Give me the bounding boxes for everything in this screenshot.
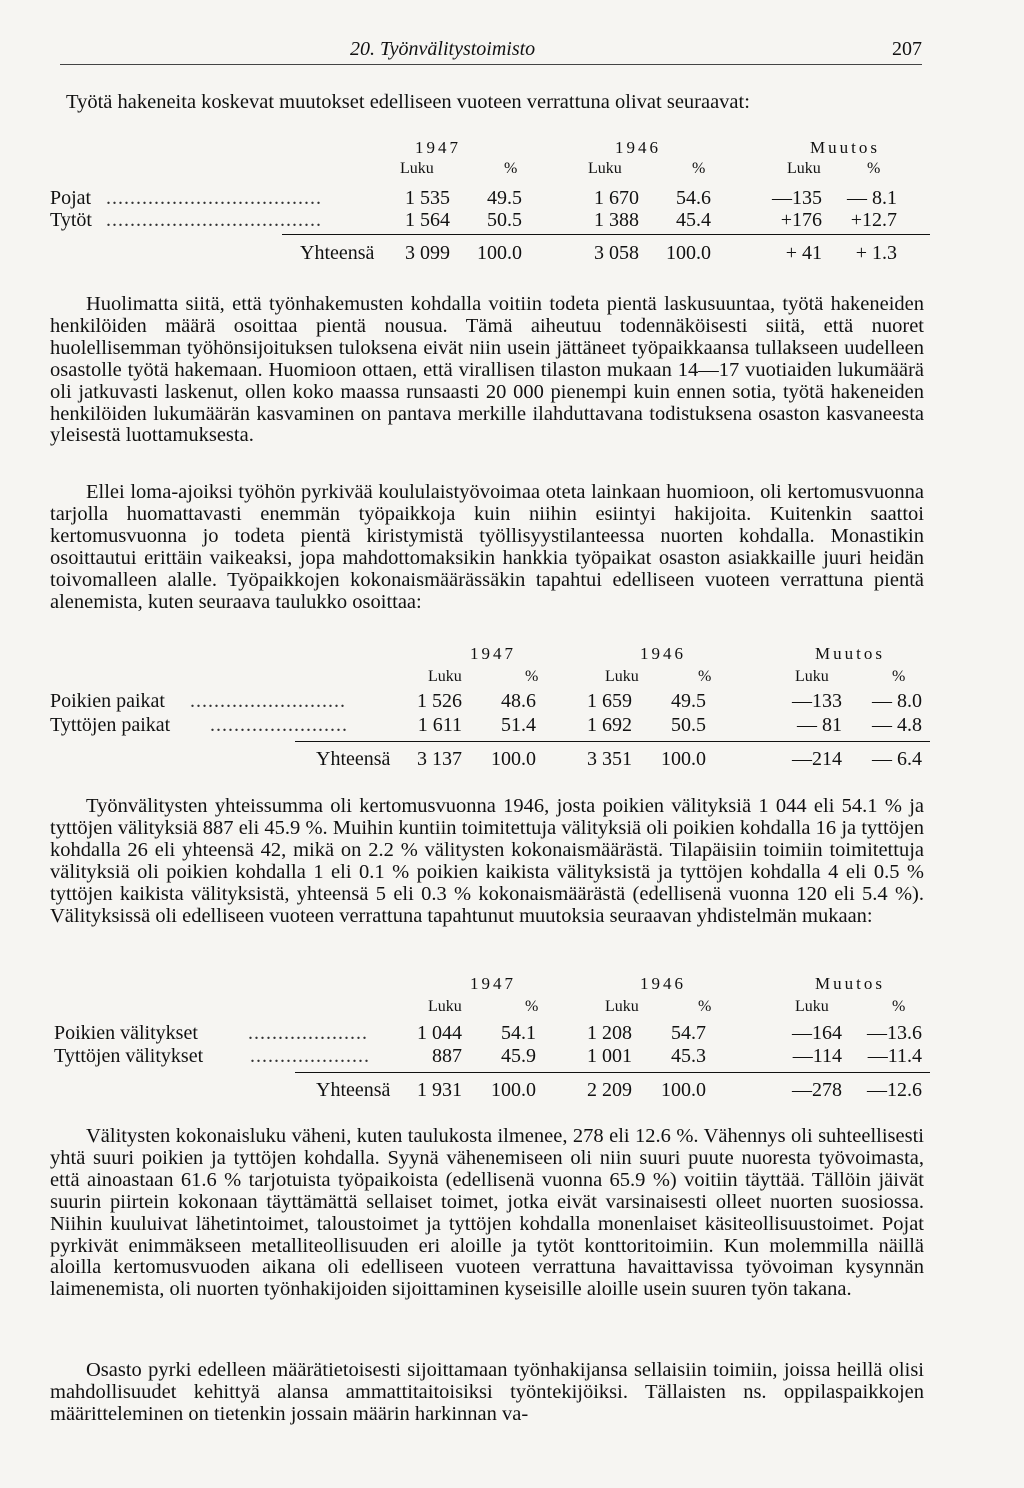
cell: —214 [792,748,842,770]
cell: — 6.4 [872,748,922,770]
table-row [50,714,930,738]
total-label: Yhteensä [316,748,391,770]
cell: — 4.8 [872,714,922,736]
subhead-count-1946: Luku [588,160,622,177]
subhead-pct-1946: % [692,160,706,177]
subhead-count-1946: Luku [605,668,639,685]
cell: +12.7 [850,209,897,231]
cell: —133 [792,690,842,712]
year-1947: 1947 [470,644,516,663]
cell: 51.4 [501,714,536,736]
cell: 1 611 [417,714,462,736]
year-header-row [50,644,930,668]
subhead-count-change: Luku [795,998,829,1015]
leader-dots: .................................... [106,209,322,231]
leader-dots: .................... [248,1022,368,1044]
cell: 1 931 [417,1079,462,1101]
cell: 100.0 [491,1079,536,1101]
cell: + 1.3 [855,242,897,264]
header-rule [60,64,922,65]
subhead-count-1947: Luku [400,160,434,177]
cell: +176 [780,209,822,231]
subhead-count-1947: Luku [428,998,462,1015]
total-row [50,242,930,266]
subhead-count-change: Luku [795,668,829,685]
cell: 50.5 [671,714,706,736]
cell: 100.0 [666,242,711,264]
cell: —12.6 [867,1079,922,1101]
jobs-table [50,644,930,774]
cell: 100.0 [661,1079,706,1101]
paragraph-5: Osasto pyrki edelleen määrätietoisesti sijoittamaan työnhakijansa sellaisiin toimiin, joissa heillä olisi mahdollisuudet kehittyä alansa ammattitaitoisiksi työntekijöiksi. Tällaisten ns. oppilaspaikkojen määritteleminen on tietenkin jossain määrin harkinnan va- [50,1359,924,1425]
cell: 3 137 [417,748,462,770]
cell: 100.0 [477,242,522,264]
year-header-row [50,138,930,162]
cell: 3 351 [587,748,632,770]
cell: —164 [792,1022,842,1044]
placements-table [50,974,930,1110]
year-1946: 1946 [640,644,686,663]
cell: — 8.0 [872,690,922,712]
total-label: Yhteensä [300,242,375,264]
cell: 1 208 [587,1022,632,1044]
cell: 45.4 [676,209,711,231]
subhead-pct-1947: % [504,160,518,177]
row-label: Tyttöjen välitykset [54,1045,204,1067]
cell: 54.7 [671,1022,706,1044]
year-1946: 1946 [640,974,686,993]
cell: 887 [432,1045,462,1067]
year-1947: 1947 [415,138,461,157]
subhead-pct-1947: % [525,668,539,685]
year-1947: 1947 [470,974,516,993]
cell: 49.5 [671,690,706,712]
cell: —135 [772,187,822,209]
cell: 45.3 [671,1045,706,1067]
table-row [50,1045,930,1069]
subheader-row [50,668,930,692]
cell: 100.0 [491,748,536,770]
total-rule [282,234,930,235]
cell: 1 564 [405,209,450,231]
paragraph-3: Työnvälitysten yhteissumma oli kertomusvuonna 1946, josta poikien välityksiä 1 044 eli 54.1 % ja tyttöjen välityksiä 887 eli 45.9 %. Muihin kuntiin toimitettuja välityksiä oli poikien kohdalla 16 ja tyttöjen kohdalla 26 eli yhteensä 42, mikä on 2.2 % välitysten kokonaismäärästä. Tilapäisiin toimiin toimitettuja välityksiä oli poikien kohdalla 1 eli 0.1 % poikien kaikista välityksistä ja tyttöjen kohdalla 4 eli 0.5 % tyttöjen kaikista välityksistä, yhteensä 5 eli 0.3 % kokonaismäärästä (edellisenä vuonna 120 eli 5.4 %). Välityksissä oli edelliseen vuoteen verrattuna tapahtunut muutoksia seuraavan yhdistelmän mukaan: [50,795,924,927]
leader-dots: .................................... [106,187,322,209]
row-label: Poikien välitykset [54,1022,198,1044]
total-row [50,748,930,772]
page-number: 207 [892,38,922,60]
total-label: Yhteensä [316,1079,391,1101]
paragraph-1: Huolimatta siitä, että työnhakemusten kohdalla voitiin todeta pientä laskusuuntaa, työtä hakeneiden henkilöiden määrä osoittaa pientä nousua. Tämä aiheutuu todennäköisesti siitä, että nuoret huolellisemman työhönsijoituksen tuloksena eivät niin usein jättäneet työpaikkaansa tullakseen uudelleen osastolle työtä hakemaan. Huomioon ottaen, että virallisen tilaston mukaan 14—17 vuotiaiden lukumäärä oli jatkuvasti laskenut, ollen koko maassa runsaasti 20 000 pienempi kuin ennen sotia, työtä hakeneiden henkilöiden lukumäärän kasvaminen on pantava merkille ilahduttavana todistuksena osaston kasvaneesta yleisestä luottamuksesta. [50,293,924,447]
subhead-pct-change: % [892,668,906,685]
subhead-pct-1946: % [698,668,712,685]
cell: —11.4 [867,1045,922,1067]
cell: — 81 [797,714,842,736]
cell: 1 388 [594,209,639,231]
subhead-count-1946: Luku [605,998,639,1015]
change-heading: Muutos [810,138,880,157]
cell: —13.6 [867,1022,922,1044]
row-label: Tyttöjen paikat [50,714,171,736]
subhead-pct-change: % [892,998,906,1015]
subhead-pct-1946: % [698,998,712,1015]
row-label: Pojat [50,187,92,209]
cell: 1 659 [587,690,632,712]
paragraph-4: Välitysten kokonaisluku väheni, kuten taulukosta ilmenee, 278 eli 12.6 %. Vähennys oli suhteellisesti yhtä suuri poikien ja tyttöjen kohdalla. Syynä vähenemiseen oli niin suuri puute nuoresta työvoimasta, että ainoastaan 61.6 % tarjotuista työpaikoista (edellisenä vuonna 65.9 %) voitiin täyttää. Tällöin jäivät suurin piirtein kokonaan täyttämättä sellaiset toimet, jotka eivät varsinaisesti olleet nuorten suosiossa. Niihin kuuluivat lähetintoimet, taloustoimet ja tyttöjen kohdalla monenlaiset käsiteollisuustoimet. Pojat pyrkivät enimmäkseen metalliteollisuuden eri aloille ja tytöt konttoritoimiin. Kun molemmilla näillä aloilla kertomusvuoden aikana oli edelliseen vuoteen verrattuna havaittavissa työvoiman kysynnän laimenemista, oli nuorten työnhakijoiden sijoittaminen kyseisille aloille usein suuren työn takana. [50,1125,924,1301]
subheader-row [50,998,930,1022]
cell: 1 670 [594,187,639,209]
page-header [60,38,922,60]
cell: 3 099 [405,242,450,264]
subhead-count-change: Luku [787,160,821,177]
year-header-row [50,974,930,998]
year-1946: 1946 [615,138,661,157]
leader-dots: .................... [250,1045,370,1067]
cell: 3 058 [594,242,639,264]
cell: 54.6 [676,187,711,209]
change-heading: Muutos [815,644,885,663]
leader-dots: ....................... [210,714,348,736]
total-rule [295,741,930,742]
cell: 1 692 [587,714,632,736]
cell: 1 044 [417,1022,462,1044]
table-row [50,1022,930,1046]
cell: 2 209 [587,1079,632,1101]
cell: + 41 [785,242,822,264]
running-title: 20. Työnvälitystoimisto [350,38,536,60]
table-row [50,690,930,714]
cell: 48.6 [501,690,536,712]
cell: 45.9 [501,1045,536,1067]
subhead-count-1947: Luku [428,668,462,685]
applicants-table [50,138,930,278]
cell: —278 [792,1079,842,1101]
cell: 1 001 [587,1045,632,1067]
cell: —114 [792,1045,842,1067]
table-row [50,209,930,233]
row-label: Tytöt [50,209,92,231]
cell: 49.5 [487,187,522,209]
cell: 54.1 [501,1022,536,1044]
cell: 50.5 [487,209,522,231]
cell: 1 526 [417,690,462,712]
subhead-pct-1947: % [525,998,539,1015]
paragraph-2: Ellei loma-ajoiksi työhön pyrkivää koululaistyövoimaa oteta lainkaan huomioon, oli kertomusvuonna tarjolla huomattavasti enemmän työpaikkoja kuin niihin esiintyi hakijoita. Kuitenkin saattoi kertomusvuonna jo todeta pientä kiristymistä työllisyystilanteessa nuorten kohdalla. Monastikin osoittautui erittäin vaikeaksi, jopa mahdottomaksikin hankkia työpaikat osaston asiakkaille juuri heidän toivomalleen alalle. Työpaikkojen kokonaismäärässäkin tapahtui edelliseen vuoteen verrattuna pientä alenemista, kuten seuraava taulukko osoittaa: [50,481,924,613]
total-row [50,1079,930,1103]
cell: 1 535 [405,187,450,209]
intro-text: Työtä hakeneita koskevat muutokset edelliseen vuoteen verrattuna olivat seuraavat: [66,91,750,113]
change-heading: Muutos [815,974,885,993]
cell: 100.0 [661,748,706,770]
total-rule [295,1072,930,1073]
leader-dots: .......................... [190,690,346,712]
subhead-pct-change: % [867,160,881,177]
table-row [50,187,930,211]
subheader-row [50,160,930,184]
cell: — 8.1 [847,187,897,209]
row-label: Poikien paikat [50,690,165,712]
